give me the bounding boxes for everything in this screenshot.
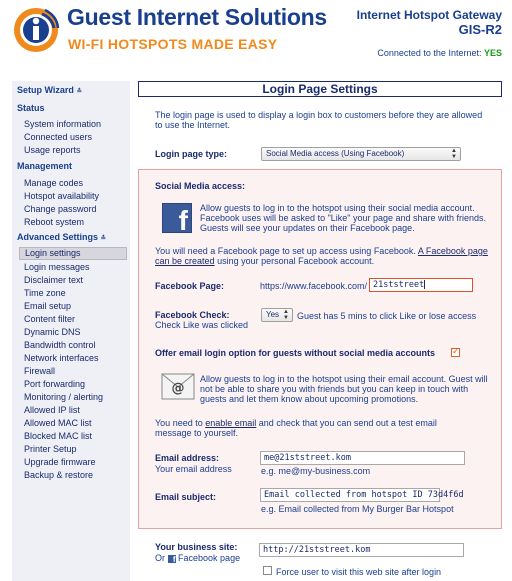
facebook-need-prefix: You will need a Facebook page to set up access using Facebook.: [155, 246, 416, 256]
facebook-page-url-prefix: https://www.facebook.com/: [260, 281, 368, 291]
sidebar-heading-management: Management: [17, 161, 73, 171]
facebook-check-value: Yes: [266, 310, 280, 319]
business-site-sub-suffix: Facebook page: [178, 553, 241, 563]
connection-label: Connected to the Internet:: [377, 48, 482, 58]
gateway-title: Internet Hotspot Gateway: [356, 8, 502, 22]
force-visit-label: Force user to visit this web site after login: [276, 567, 442, 577]
chevron-down-icon: ⩮: [76, 86, 82, 95]
advanced-settings-label: Advanced Settings: [17, 232, 99, 242]
business-site-input[interactable]: http://21ststreet.kom: [259, 543, 464, 557]
facebook-page-value: 21ststreet: [373, 280, 425, 290]
email-address-input[interactable]: me@21ststreet.kom: [260, 451, 465, 465]
offer-email-label: Offer email login option for guests without social media accounts: [155, 348, 436, 358]
email-address-label: Email address:: [155, 453, 220, 463]
force-visit-checkbox[interactable]: [263, 566, 272, 575]
sidebar-item-reboot-system[interactable]: Reboot system: [24, 217, 85, 227]
email-subject-label: Email subject:: [155, 492, 217, 502]
sidebar-item-login-settings[interactable]: Login settings: [19, 247, 127, 260]
text-caret: [424, 280, 425, 289]
sidebar-item-hotspot-availability[interactable]: Hotspot availability: [24, 191, 100, 201]
email-address-example: e.g. me@my-business.com: [261, 466, 371, 476]
email-subject-input[interactable]: Email collected from hotspot ID 73d4f6d: [260, 488, 440, 502]
facebook-description: Allow guests to log in to the hotspot using their social media account. Facebook uses will be asked to "Like" your page and share with friends. Guests will see your updates on their Facebook page.: [200, 203, 487, 233]
connection-status: [377, 48, 502, 58]
email-description: Allow guests to log in to the hotspot using their email account. Guest will not be able to share you with friends but you can keep in touch with guests and let them know about upcoming promotions.: [200, 374, 488, 404]
email-need-suffix: and check that you can send out a test email message to yourself.: [155, 418, 437, 438]
social-media-heading: Social Media access:: [155, 181, 246, 191]
sidebar-item-connected-users[interactable]: Connected users: [24, 132, 93, 142]
sidebar-setup-wizard[interactable]: [12, 84, 82, 97]
create-facebook-page-link[interactable]: A Facebook page can be created: [155, 246, 488, 266]
select-arrows-icon: ▲ ▼: [451, 148, 457, 160]
sidebar-item-change-password[interactable]: Change password: [24, 204, 97, 214]
sidebar-item-monitoring-alerting[interactable]: Monitoring / alerting: [24, 392, 104, 402]
gateway-model: GIS-R2: [458, 22, 502, 37]
sidebar-item-bandwidth-control[interactable]: Bandwidth control: [24, 340, 96, 350]
sidebar: [12, 81, 130, 581]
select-arrows-icon: ▲ ▼: [283, 309, 289, 321]
chevron-down-icon: ⩮: [101, 233, 106, 242]
login-page-type-label: Login page type:: [155, 149, 227, 159]
facebook-small-icon: f: [168, 555, 176, 563]
sidebar-item-backup-restore[interactable]: Backup & restore: [24, 470, 94, 480]
facebook-check-note: Guest has 5 mins to click Like or lose access: [297, 311, 477, 321]
connection-status-value: YES: [483, 48, 502, 58]
social-media-panel: [138, 169, 502, 529]
brand-tagline: WI-FI HOTSPOTS MADE EASY: [68, 36, 278, 52]
sidebar-item-port-forwarding[interactable]: Port forwarding: [24, 379, 86, 389]
email-icon: [161, 371, 195, 401]
sidebar-item-email-setup[interactable]: Email setup: [24, 301, 72, 311]
sidebar-item-blocked-mac-list[interactable]: Blocked MAC list: [24, 431, 93, 441]
facebook-page-label: Facebook Page:: [155, 281, 225, 291]
email-need-prefix: You need to: [155, 418, 203, 428]
brand-name: Guest Internet Solutions: [67, 4, 327, 30]
intro-text: The login page is used to display a login box to customers before they are allowed to use the Internet.: [155, 110, 483, 130]
facebook-need-suffix: using your personal Facebook account.: [217, 256, 375, 266]
gis-logo-icon: [12, 6, 60, 54]
facebook-check-sub: Check Like was clicked: [155, 320, 249, 330]
facebook-check-label: Facebook Check:: [155, 310, 230, 320]
sidebar-item-printer-setup[interactable]: Printer Setup: [24, 444, 77, 454]
email-address-sub: Your email address: [155, 464, 232, 474]
sidebar-item-system-information[interactable]: System information: [24, 119, 102, 129]
sidebar-item-dynamic-dns[interactable]: Dynamic DNS: [24, 327, 81, 337]
sidebar-item-content-filter[interactable]: Content filter: [24, 314, 76, 324]
sidebar-item-time-zone[interactable]: Time zone: [24, 288, 66, 298]
page-title: Login Page Settings: [138, 81, 502, 97]
business-site-sub-prefix: Or: [155, 553, 165, 563]
facebook-check-select[interactable]: [261, 308, 293, 322]
offer-email-checkbox[interactable]: [451, 348, 460, 357]
sidebar-item-usage-reports[interactable]: Usage reports: [24, 145, 81, 155]
facebook-need-text: [155, 246, 490, 266]
sidebar-item-disclaimer-text[interactable]: Disclaimer text: [24, 275, 84, 285]
login-page-type-value: Social Media access (Using Facebook): [266, 149, 405, 158]
svg-text:@: @: [171, 381, 185, 396]
setup-wizard-label: Setup Wizard: [17, 85, 74, 95]
email-subject-example: e.g. Email collected from My Burger Bar Hotspot: [261, 504, 454, 514]
enable-email-link[interactable]: enable email: [205, 418, 257, 428]
login-page-type-select[interactable]: [261, 147, 461, 161]
sidebar-item-login-messages[interactable]: Login messages: [24, 262, 90, 272]
business-site-label: Your business site:: [155, 542, 238, 552]
business-site-sub: [155, 553, 240, 563]
sidebar-item-allowed-mac-list[interactable]: Allowed MAC list: [24, 418, 92, 428]
sidebar-item-firewall[interactable]: Firewall: [24, 366, 56, 376]
facebook-page-input[interactable]: [369, 278, 473, 292]
header: [0, 0, 512, 76]
main-content: [138, 81, 502, 581]
email-need-text: [155, 418, 455, 438]
sidebar-heading-advanced[interactable]: [12, 231, 106, 244]
sidebar-item-upgrade-firmware[interactable]: Upgrade firmware: [24, 457, 96, 467]
sidebar-heading-status: Status: [17, 103, 45, 113]
sidebar-item-allowed-ip-list[interactable]: Allowed IP list: [24, 405, 80, 415]
facebook-icon: f: [162, 203, 192, 233]
sidebar-item-manage-codes[interactable]: Manage codes: [24, 178, 84, 188]
sidebar-item-network-interfaces[interactable]: Network interfaces: [24, 353, 99, 363]
